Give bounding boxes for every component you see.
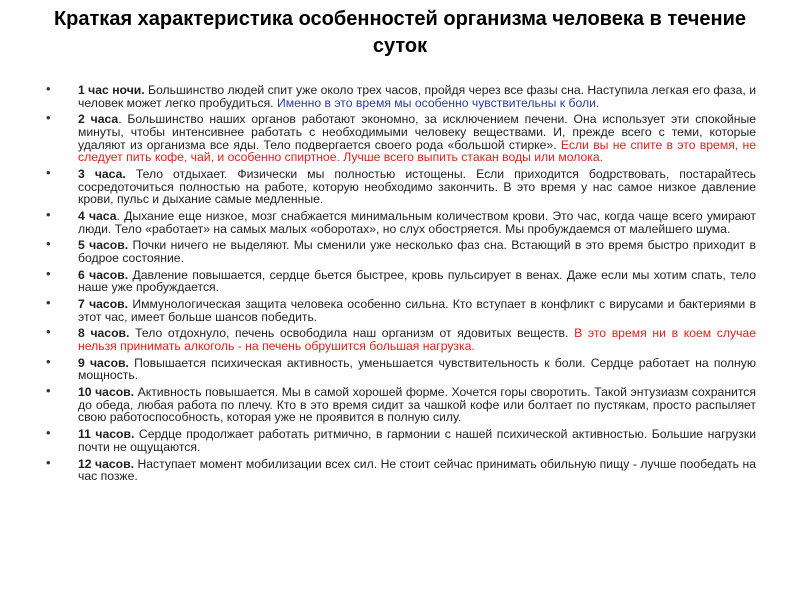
list-item	[38, 353, 757, 383]
bullet-icon: •	[46, 425, 51, 441]
list-item	[38, 236, 756, 265]
bullet-icon: •	[46, 454, 51, 470]
bullet-icon: •	[46, 324, 51, 340]
item-text: Сердце продолжает работать ритмично, в гармонии с нашей психической активностью. Большие нагрузки почти не ощущаются.	[78, 427, 756, 454]
list-item	[38, 454, 756, 484]
item-warning-red: В это время ни в коем случае нельзя принимать алкоголь - на печень обрушится большая нагрузка.	[78, 326, 756, 353]
list-item	[38, 383, 756, 425]
hour-label: 10 часов.	[78, 385, 135, 400]
list-item	[38, 164, 756, 207]
item-text: Давление повышается, сердце бьется быстрее, кровь пульсирует в венах. Даже если мы хотим спать, тело наше уже пробуждается.	[78, 267, 757, 295]
list-item	[38, 324, 756, 353]
hour-label: 3 часа.	[78, 166, 126, 181]
item-text: Тело отдыхает. Физически мы полностью истощены. Если приходится бодрствовать, постарайтесь сосредоточиться полностью на работе, которую необходимо закончить. В это время у нас самое низкое давление крови, пульс и дыхание самые медленные.	[78, 166, 756, 207]
bullet-icon: •	[46, 353, 51, 369]
hour-label: 4 часа	[78, 208, 117, 223]
hour-label: 2 часа	[78, 112, 119, 127]
list-item	[38, 425, 756, 454]
item-text: Тело отдохнуло, печень освободила наш организм от ядовитых веществ.	[129, 326, 569, 341]
item-text: Активность повышается. Мы в самой хорошей форме. Хочется горы своротить. Такой энтузиазм сохранится до обеда, любая работа по плечу. Кто в это время сидит за чашкой кофе или болтает по пустякам, просто распыляет свою работоспособность, которая уже не проявится в полную силу.	[78, 385, 756, 425]
list-item	[38, 295, 757, 324]
bullet-icon: •	[46, 164, 51, 180]
hour-label: 12 часов.	[78, 456, 134, 471]
list-item	[38, 81, 757, 110]
item-text: . Дыхание еще низкое, мозг снабжается минимальным количеством крови. Это час, когда чаще всего умирают люди. Тело «работает» на самых малых «оборотах», но слух обостряется. Мы пробуждаемся от малейшего шума.	[78, 208, 756, 236]
list-item	[38, 110, 756, 165]
bullet-icon: •	[46, 383, 51, 399]
bullet-icon: •	[46, 236, 51, 252]
bullet-icon: •	[46, 265, 51, 281]
list-item	[38, 265, 757, 295]
hour-label: 11 часов.	[78, 427, 135, 442]
hour-label: 9 часов.	[78, 355, 129, 370]
item-text: Большинство людей спит уже около трех часов, пройдя через все фазы сна. Наступила легкая его фаза, и человек может легко пробудиться.	[78, 83, 757, 110]
bullet-icon: •	[46, 81, 51, 96]
bullet-icon: •	[46, 206, 51, 222]
hour-label: 1 час ночи.	[78, 83, 145, 97]
bullet-icon: •	[46, 110, 51, 126]
list-item	[38, 206, 756, 236]
item-text: Наступает момент мобилизации всех сил. Не стоит сейчас принимать обильную пищу - лучше пообедать на час позже.	[78, 456, 756, 484]
bullet-icon: •	[46, 295, 51, 311]
item-text: Повышается психическая активность, уменьшается чувствительность к боли. Сердце работает на полную мощность.	[78, 355, 757, 383]
item-warning-red: Если вы не спите в это время, не следует пить кофе, чай, и особенно спиртное. Лучше всего выпить стакан воды или молока.	[78, 137, 756, 165]
item-text: Иммунологическая защита человека особенно сильна. Кто вступает в конфликт с вирусами и бактериями в этот час, имеет больше шансов победить.	[78, 297, 757, 324]
item-text: . Большинство наших органов работают экономно, за исключением печени. Она использует эти спокойные минуты, чтобы интенсивнее работать с необходимыми человеку веществами. И, прежде всего с теми, которые удаляют из организма все яды. Тело подвергается своего рода «большой стирке».	[78, 112, 756, 152]
page-title: Краткая характеристика особенностей организма человека в течение суток	[53, 8, 747, 57]
item-highlight-blue: Именно в это время мы особенно чувствительны к боли.	[273, 95, 600, 110]
hour-label: 7 часов.	[78, 297, 129, 312]
hour-label: 5 часов.	[78, 238, 129, 253]
hour-label: 8 часов.	[78, 326, 130, 341]
item-text: Почки ничего не выделяют. Мы сменили уже несколько фаз сна. Встающий в это время быстро приходит в бодрое состояние.	[78, 238, 756, 265]
hourly-list	[38, 81, 757, 487]
hour-label: 6 часов.	[78, 267, 129, 282]
